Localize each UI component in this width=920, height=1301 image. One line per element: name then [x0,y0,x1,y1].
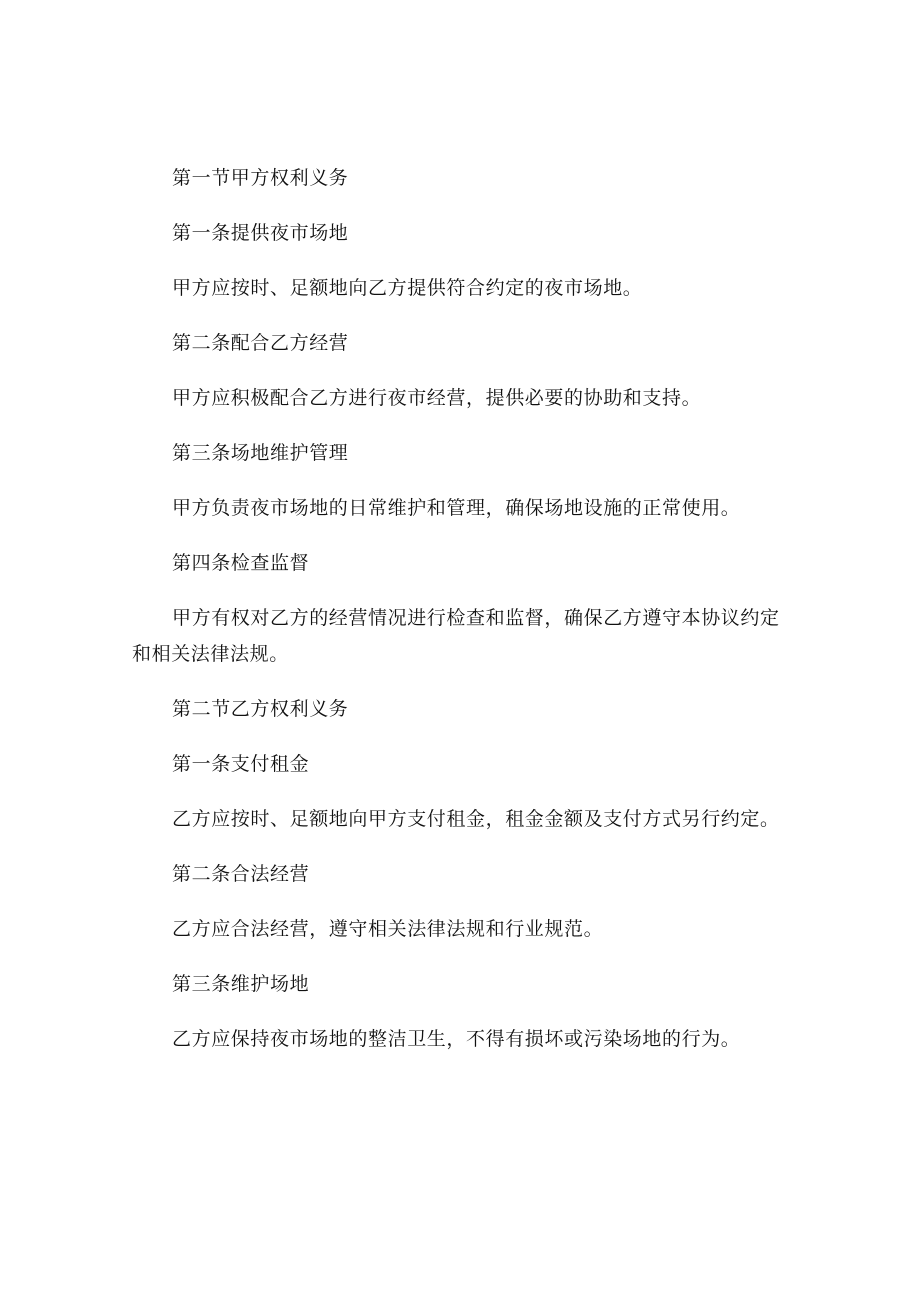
article-heading: 第三条维护场地 [172,973,310,995]
article-text: 甲方应按时、足额地向乙方提供符合约定的夜市场地。 [172,277,643,299]
article-heading: 第三条场地维护管理 [172,442,349,464]
article-heading: 第一条支付租金 [172,753,310,775]
article-text: 乙方应按时、足额地向甲方支付租金，租金金额及支付方式另行约定。 [172,808,780,830]
section-heading-party-a: 第一节甲方权利义务 [172,167,349,189]
document-body [132,160,782,1076]
article-heading: 第四条检查监督 [172,552,310,574]
article-text: 甲方应积极配合乙方进行夜市经营，提供必要的协助和支持。 [172,387,702,409]
article-text: 甲方负责夜市场地的日常维护和管理，确保场地设施的正常使用。 [172,497,741,519]
article-text: 乙方应保持夜市场地的整洁卫生，不得有损坏或污染场地的行为。 [172,1028,741,1050]
article-heading: 第二条配合乙方经营 [172,332,349,354]
article-heading: 第一条提供夜市场地 [172,222,349,244]
article-text: 乙方应合法经营，遵守相关法律法规和行业规范。 [172,918,604,940]
article-heading: 第二条合法经营 [172,863,310,885]
article-text: 甲方有权对乙方的经营情况进行检查和监督，确保乙方遵守本协议约定和相关法律法规。 [132,607,780,665]
section-heading-party-b: 第二节乙方权利义务 [172,698,349,720]
